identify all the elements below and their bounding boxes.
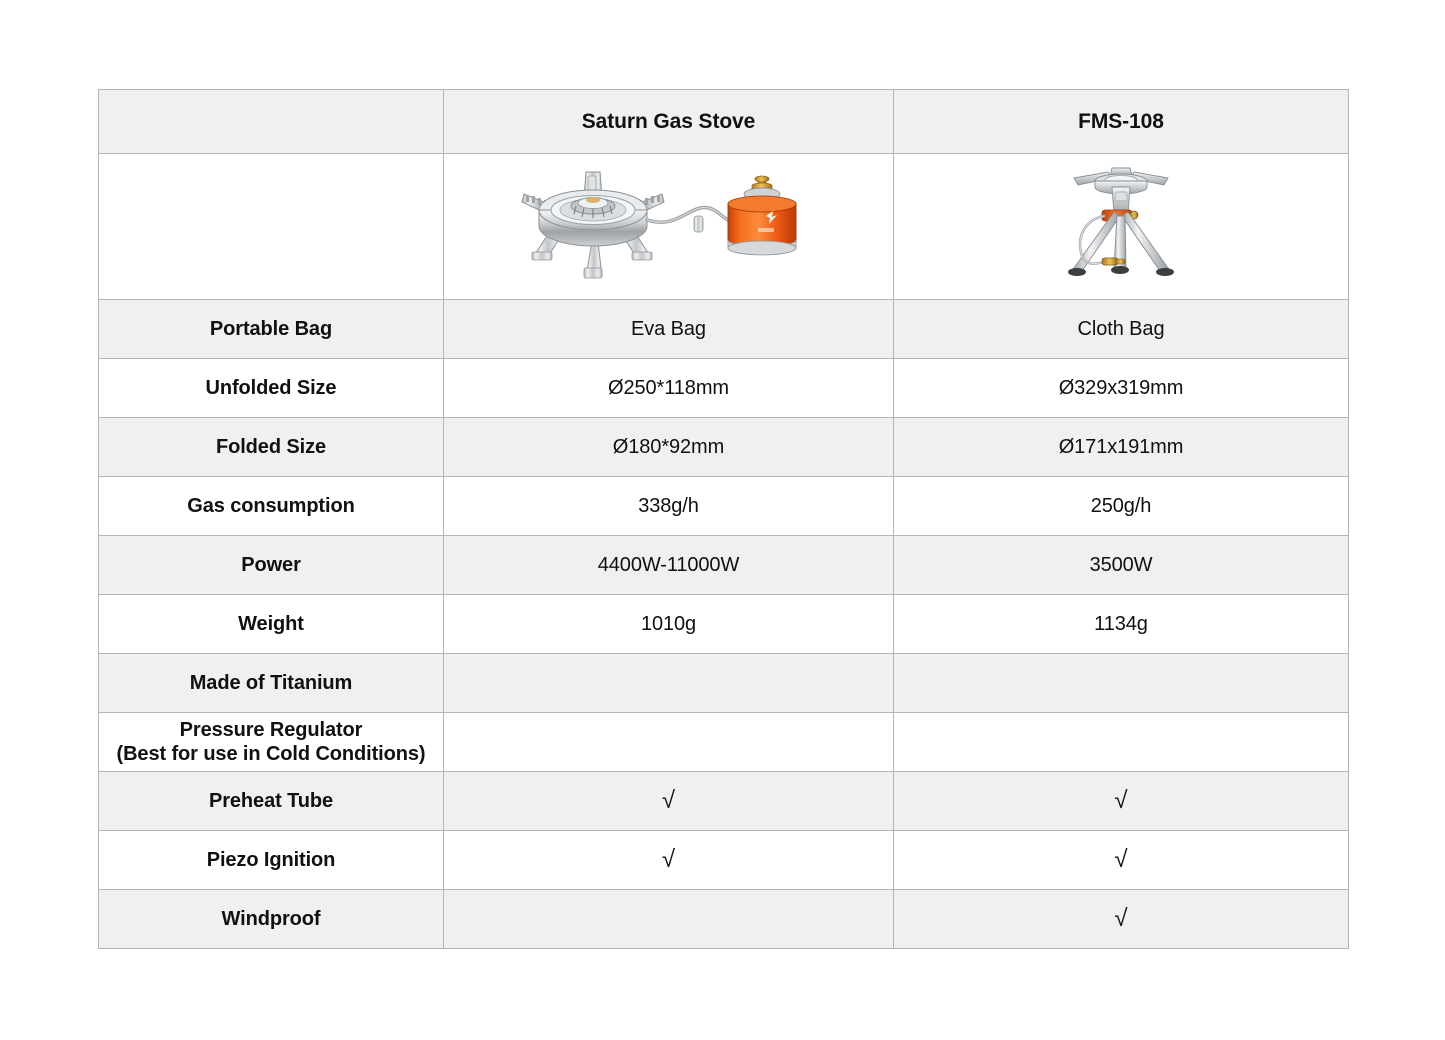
table-image-row — [99, 154, 1349, 300]
value-saturn-piezo-ignition: √ — [444, 831, 894, 890]
value-saturn-windproof — [444, 890, 894, 949]
product-comparison-table — [98, 89, 1349, 949]
value-saturn-weight: 1010g — [444, 595, 894, 654]
table-row — [99, 654, 1349, 713]
row-label-pressure-regulator-line2: (Best for use in Cold Conditions) — [116, 743, 426, 765]
value-saturn-power: 4400W-11000W — [444, 536, 894, 595]
row-label-pressure-regulator-line1: Pressure Regulator — [179, 718, 363, 741]
value-saturn-preheat-tube: √ — [444, 772, 894, 831]
table-row — [99, 418, 1349, 477]
row-label-pressure-regulator — [99, 713, 444, 772]
value-fms108-portable-bag: Cloth Bag — [894, 300, 1349, 359]
value-fms108-windproof: √ — [894, 890, 1349, 949]
value-saturn-pressure-regulator — [444, 713, 894, 772]
table-row — [99, 536, 1349, 595]
table-header-row — [99, 90, 1349, 154]
fms-108-stove-icon — [1046, 164, 1196, 289]
value-saturn-portable-bag: Eva Bag — [444, 300, 894, 359]
saturn-gas-stove-image — [444, 154, 893, 299]
value-fms108-pressure-regulator — [894, 713, 1349, 772]
value-fms108-made-of-titanium — [894, 654, 1349, 713]
value-fms108-piezo-ignition: √ — [894, 831, 1349, 890]
row-label-unfolded-size: Unfolded Size — [99, 359, 444, 418]
image-row-empty-label — [99, 154, 444, 300]
value-fms108-weight: 1134g — [894, 595, 1349, 654]
header-product-saturn: Saturn Gas Stove — [444, 90, 894, 154]
product-image-cell-saturn — [444, 154, 894, 300]
table-row — [99, 595, 1349, 654]
row-label-portable-bag: Portable Bag — [99, 300, 444, 359]
value-saturn-gas-consumption: 338g/h — [444, 477, 894, 536]
row-label-folded-size: Folded Size — [99, 418, 444, 477]
table-row — [99, 359, 1349, 418]
value-saturn-folded-size: Ø180*92mm — [444, 418, 894, 477]
row-label-gas-consumption: Gas consumption — [99, 477, 444, 536]
row-label-windproof: Windproof — [99, 890, 444, 949]
table-row — [99, 831, 1349, 890]
value-saturn-unfolded-size: Ø250*118mm — [444, 359, 894, 418]
value-fms108-folded-size: Ø171x191mm — [894, 418, 1349, 477]
value-fms108-power: 3500W — [894, 536, 1349, 595]
table-row — [99, 772, 1349, 831]
value-saturn-made-of-titanium — [444, 654, 894, 713]
row-label-power: Power — [99, 536, 444, 595]
table-row — [99, 713, 1349, 772]
value-fms108-preheat-tube: √ — [894, 772, 1349, 831]
value-fms108-gas-consumption: 250g/h — [894, 477, 1349, 536]
fms-108-stove-image — [894, 154, 1348, 299]
table-row — [99, 890, 1349, 949]
header-product-fms108: FMS-108 — [894, 90, 1349, 154]
product-image-cell-fms108 — [894, 154, 1349, 300]
row-label-made-of-titanium: Made of Titanium — [99, 654, 444, 713]
row-label-weight: Weight — [99, 595, 444, 654]
header-feature-column — [99, 90, 444, 154]
table-row — [99, 477, 1349, 536]
value-fms108-unfolded-size: Ø329x319mm — [894, 359, 1349, 418]
row-label-preheat-tube: Preheat Tube — [99, 772, 444, 831]
saturn-gas-stove-icon — [514, 164, 824, 289]
table-row — [99, 300, 1349, 359]
row-label-piezo-ignition: Piezo Ignition — [99, 831, 444, 890]
